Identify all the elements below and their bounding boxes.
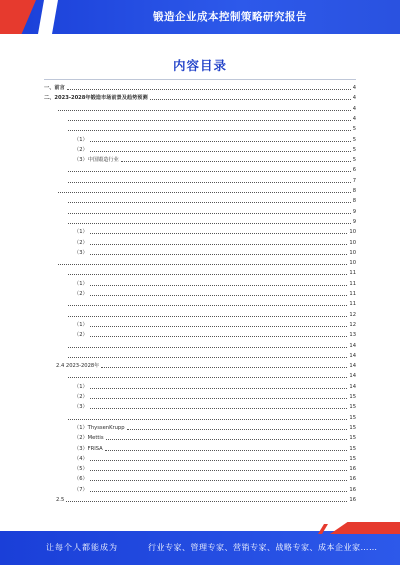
toc-entry[interactable] xyxy=(44,94,356,102)
toc-entry[interactable] xyxy=(44,166,356,174)
footer-left-text: 让每个人都能成为 xyxy=(46,543,118,552)
toc-entry-label: （1） xyxy=(74,229,88,236)
toc-leader-dots xyxy=(106,439,348,440)
toc-entry-label: （6） xyxy=(74,476,88,483)
toc-entry[interactable] xyxy=(44,136,356,144)
toc-entry-label: （7） xyxy=(74,486,88,493)
toc-entry[interactable] xyxy=(44,280,356,288)
toc-leader-dots xyxy=(68,347,347,348)
toc-leader-dots xyxy=(90,491,348,492)
toc-entry-page: 10 xyxy=(349,229,356,236)
toc-entry-label: （3）FRISA xyxy=(74,445,103,452)
toc-entry-label: （2） xyxy=(74,291,88,297)
toc-entry[interactable] xyxy=(44,372,356,380)
toc-entry-page: 5 xyxy=(352,157,356,164)
toc-entry[interactable] xyxy=(44,403,356,411)
toc-entry[interactable] xyxy=(44,218,356,226)
toc-entry-label: （1） xyxy=(74,383,88,390)
toc-entry-page: 14 xyxy=(349,342,356,349)
toc-entry[interactable] xyxy=(44,362,356,370)
toc-entry-page: 15 xyxy=(349,394,356,400)
toc-entry-label: 2.5 xyxy=(56,497,65,503)
toc-entry-page: 15 xyxy=(349,414,356,421)
toc-entry-page: 4 xyxy=(352,105,356,112)
toc-leader-dots xyxy=(90,254,348,255)
toc-entry-page: 8 xyxy=(352,188,356,194)
toc-entry-label: （3）中国锻造行业 xyxy=(74,157,119,164)
toc-leader-dots xyxy=(90,460,348,461)
toc-entry[interactable] xyxy=(44,465,356,473)
toc-entry[interactable] xyxy=(44,146,356,154)
toc-entry-page: 8 xyxy=(352,198,356,205)
toc-leader-dots xyxy=(67,89,351,90)
toc-entry-page: 10 xyxy=(349,260,356,267)
toc-entry[interactable] xyxy=(44,393,356,401)
toc-entry[interactable] xyxy=(44,239,356,247)
toc-leader-dots xyxy=(105,450,348,451)
toc-entry-page: 14 xyxy=(349,383,356,390)
toc-entry-page: 15 xyxy=(349,435,356,442)
toc-entry[interactable] xyxy=(44,331,356,339)
toc-entry[interactable] xyxy=(44,249,356,257)
toc-entry-page: 12 xyxy=(349,311,356,318)
toc-leader-dots xyxy=(68,377,347,378)
toc-entry[interactable] xyxy=(44,290,356,298)
toc-entry-label: （1） xyxy=(74,280,88,287)
toc-entry-page: 11 xyxy=(349,291,356,297)
toc-entry-page: 6 xyxy=(352,167,356,174)
toc-entry-page: 14 xyxy=(349,352,356,359)
toc-leader-dots xyxy=(90,285,348,286)
toc-entry[interactable] xyxy=(44,486,356,494)
toc-entry-page: 5 xyxy=(352,146,356,153)
toc-entry-label: 二、2023-2028年锻造市场前景及趋势预测 xyxy=(44,95,148,102)
toc-entry-label: 2.4 2023-2028年 xyxy=(56,363,100,370)
toc-entry-label: （2） xyxy=(74,332,88,339)
toc-leader-dots xyxy=(90,151,351,152)
toc-leader-dots xyxy=(68,305,347,306)
toc-entry[interactable] xyxy=(44,105,356,113)
toc-heading: 内容目录 xyxy=(172,58,227,73)
toc-entry-page: 7 xyxy=(352,177,356,184)
toc-leader-dots xyxy=(68,357,347,358)
table-of-contents xyxy=(44,84,356,514)
toc-entry-page: 14 xyxy=(349,373,356,380)
toc-entry-label: （1） xyxy=(74,321,88,328)
toc-entry[interactable] xyxy=(44,496,356,504)
toc-entry-label: （3） xyxy=(74,404,88,411)
toc-entry[interactable] xyxy=(44,414,356,422)
toc-entry[interactable] xyxy=(44,115,356,123)
toc-leader-dots xyxy=(90,398,348,399)
toc-entry[interactable] xyxy=(44,475,356,483)
toc-leader-dots xyxy=(150,99,351,100)
toc-leader-dots xyxy=(68,274,347,275)
toc-entry-label: （1）ThyssenKrupp xyxy=(74,424,125,431)
toc-entry[interactable] xyxy=(44,342,356,350)
toc-leader-dots xyxy=(68,223,351,224)
toc-leader-dots xyxy=(68,130,351,131)
toc-entry-page: 11 xyxy=(349,280,356,287)
toc-entry-page: 11 xyxy=(349,270,356,277)
toc-leader-dots xyxy=(90,480,348,481)
toc-leader-dots xyxy=(68,171,351,172)
toc-leader-dots xyxy=(90,408,348,409)
toc-entry-label: （2）Mettis xyxy=(74,435,104,442)
toc-leader-dots xyxy=(68,213,351,214)
toc-entry[interactable] xyxy=(44,125,356,133)
toc-entry[interactable] xyxy=(44,187,356,195)
toc-entry-page: 16 xyxy=(349,466,356,473)
document-title: 锻造企业成本控制策略研究报告 xyxy=(153,11,307,23)
toc-entry-page: 15 xyxy=(349,445,356,452)
toc-entry-page: 4 xyxy=(352,85,356,91)
toc-entry-page: 9 xyxy=(352,218,356,225)
toc-entry-page: 16 xyxy=(349,497,356,503)
toc-entry[interactable] xyxy=(44,321,356,329)
toc-entry-label: （5） xyxy=(74,466,88,473)
toc-entry[interactable] xyxy=(44,177,356,185)
toc-entry-page: 9 xyxy=(352,208,356,215)
toc-leader-dots xyxy=(90,470,348,471)
toc-entry-label: （4） xyxy=(74,455,88,462)
toc-entry-page: 14 xyxy=(349,363,356,370)
toc-leader-dots xyxy=(90,233,348,234)
toc-leader-dots xyxy=(58,192,351,193)
toc-entry-label: （1） xyxy=(74,136,88,143)
footer-right-text: 行业专家、管理专家、营销专家、战略专家、成本企业家…… xyxy=(148,543,378,552)
toc-leader-dots xyxy=(121,161,351,162)
toc-entry-page: 10 xyxy=(349,239,356,246)
toc-leader-dots xyxy=(90,326,348,327)
toc-leader-dots xyxy=(66,501,347,502)
toc-leader-dots xyxy=(101,367,347,368)
toc-leader-dots xyxy=(90,141,351,142)
toc-entry[interactable] xyxy=(44,383,356,391)
toc-entry-page: 15 xyxy=(349,424,356,431)
toc-leader-dots xyxy=(90,295,348,296)
toc-entry[interactable] xyxy=(44,311,356,319)
toc-entry-page: 13 xyxy=(349,332,356,339)
toc-leader-dots xyxy=(90,336,348,337)
toc-entry-page: 5 xyxy=(352,136,356,143)
toc-leader-dots xyxy=(58,264,347,265)
toc-leader-dots xyxy=(90,388,348,389)
toc-entry[interactable] xyxy=(44,228,356,236)
toc-entry[interactable] xyxy=(44,352,356,360)
toc-leader-dots xyxy=(68,202,351,203)
toc-entry[interactable] xyxy=(44,424,356,432)
toc-entry[interactable] xyxy=(44,455,356,463)
toc-entry-page: 16 xyxy=(349,476,356,483)
toc-entry-label: 一、前言 xyxy=(44,85,65,91)
toc-leader-dots xyxy=(90,244,348,245)
toc-entry-page: 16 xyxy=(349,486,356,493)
toc-entry[interactable] xyxy=(44,269,356,277)
toc-divider xyxy=(44,79,356,80)
toc-entry-page: 11 xyxy=(349,301,356,308)
toc-entry-page: 10 xyxy=(349,249,356,256)
toc-entry-page: 4 xyxy=(352,115,356,122)
toc-leader-dots xyxy=(68,419,347,420)
toc-leader-dots xyxy=(68,182,351,183)
toc-leader-dots xyxy=(68,316,347,317)
toc-leader-dots xyxy=(58,110,351,111)
toc-entry[interactable] xyxy=(44,259,356,267)
toc-entry-page: 4 xyxy=(352,95,356,102)
toc-entry-page: 12 xyxy=(349,321,356,328)
toc-entry[interactable] xyxy=(44,445,356,453)
toc-entry-page: 15 xyxy=(349,455,356,462)
toc-entry[interactable] xyxy=(44,84,356,92)
toc-entry-label: （3） xyxy=(74,249,88,256)
toc-leader-dots xyxy=(68,120,351,121)
toc-entry[interactable] xyxy=(44,434,356,442)
toc-entry[interactable] xyxy=(44,300,356,308)
toc-entry-label: （2） xyxy=(74,146,88,153)
toc-entry-page: 5 xyxy=(352,126,356,133)
toc-entry[interactable] xyxy=(44,156,356,164)
toc-entry[interactable] xyxy=(44,208,356,216)
toc-entry-label: （2） xyxy=(74,394,88,400)
toc-leader-dots xyxy=(127,429,348,430)
toc-entry-page: 15 xyxy=(349,404,356,411)
toc-entry-label: （2） xyxy=(74,239,88,246)
toc-entry[interactable] xyxy=(44,197,356,205)
